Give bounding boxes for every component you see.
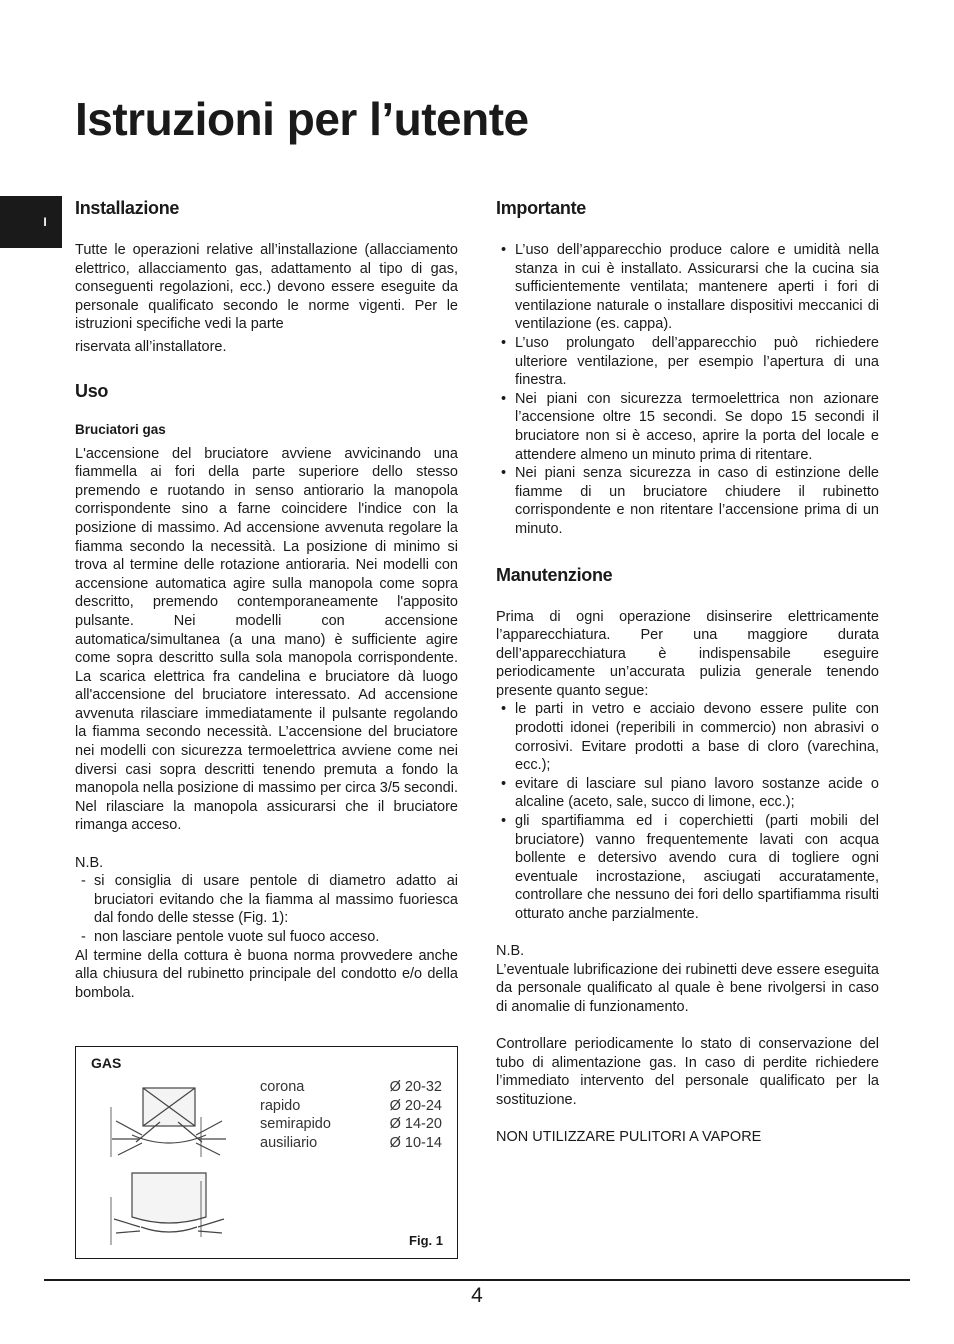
list-item: • le parti in vetro e acciaio devono essere pulite con prodotti idonei (reperibili in commercio) non abrasivi o corrosivi. Evitare prodotti a base di cloro (varechina, ecc.); (496, 700, 879, 774)
burner-name: corona (260, 1079, 305, 1095)
page-title: Istruzioni per l’utente (75, 93, 529, 145)
figure-1-box (75, 1046, 458, 1259)
importante-heading: Importante (496, 198, 587, 218)
manutenzione-nb-text: L’eventuale lubrificazione dei rubinetti deve essere eseguita da personale qualificato al quale è bene rivolgersi in caso di anomalie di funzionamento. (496, 961, 879, 1015)
figure-gas-label: GAS (91, 1055, 122, 1071)
uso-nb-label: N.B. (75, 854, 104, 871)
burner-diameter: Ø 20-24 (389, 1097, 442, 1114)
manutenzione-check-text: Controllare periodicamente lo stato di conservazione del tubo di alimentazione gas. In caso di perdite richiedere l’immediato intervento del personale qualificato per la sostituzione. (496, 1036, 879, 1108)
table-row (260, 1115, 442, 1134)
manutenzione-nb-label: N.B. (496, 943, 525, 960)
burner-diameter: Ø 20-32 (389, 1079, 442, 1095)
table-row (260, 1097, 442, 1116)
burner-diameter: Ø 14-20 (389, 1116, 442, 1133)
table-row (260, 1134, 442, 1153)
burner-diagram (106, 1077, 256, 1247)
bruciatori-subheading: Bruciatori gas (75, 421, 166, 437)
right-column (496, 198, 879, 1147)
installazione-heading: Installazione (75, 198, 180, 218)
list-item: - si consiglia di usare pentole di diametro adatto ai bruciatori evitando che la fiamma al massimo fuoriesca dal fondo delle stesse (Fig. 1): (75, 872, 458, 928)
list-item: • L’uso prolungato dell’apparecchio può richiedere ulteriore ventilazione, per esempio l’apertura di una finestra. (496, 334, 879, 390)
installazione-text-end: riservata all’installatore. (75, 338, 227, 355)
left-column (75, 198, 458, 1002)
burner-diameter: Ø 10-14 (389, 1134, 442, 1151)
figure-caption: Fig. 1 (409, 1233, 443, 1248)
language-tab: I (0, 196, 62, 248)
uso-text: L'accensione del bruciatore avviene avvicinando una fiammella ai fori della parte superiore dello stesso premendo e ruotando in senso antiorario la manopola corrispondente sino a farne coincidere l'indice con la posizione di massimo. Ad accensione avvenuta regolare la fiamma secondo la necessità. La posizione di minimo si trova al termine delle rotazione antioraria. Nei modelli con accensione automatica agire sulla manopola come sopra descritto, premendo contemporaneamente l'apposito pulsante. Nei modelli con accensione automatica/simultanea (a una mano) è sufficiente agire come sopra descritto sulla sola manopola corrispondente. La scarica elettrica fra candelina e bruciatore dà luogo all'accensione del bruciatore interessato. Ad accensione avvenuta rilasciare immediatamente il pulsante regolando la fiamma secondo necessità. L’accensione del bruciatore nei modelli con sicurezza termoelettrica avviene come nei diversi casi sopra descritti tenendo premuta a fondo la manopola nella posizione di massimo per circa 3/5 secondi. Nel rilasciare la manopola assicurarsi che il bruciatore rimanga acceso. (75, 445, 458, 834)
uso-nb-list (75, 872, 458, 946)
manutenzione-intro: Prima di ogni operazione disinserire elettricamente l’apparecchiatura. Per una maggiore durata dell’apparecchiatura è indispensabile eseguire periodicamente un’accurata pulizia generale tenendo presente quanto segue: (496, 608, 879, 699)
manutenzione-heading: Manutenzione (496, 564, 613, 585)
importante-list (496, 241, 879, 539)
list-item: • Nei piani con sicurezza termoelettrica non azionare l’accensione oltre 15 secondi. Se dopo 15 secondi il bruciatore non si è acceso, aprire la porta del locale e attendere almeno un minuto prima di ritentare. (496, 390, 879, 464)
table-row (260, 1078, 442, 1097)
burner-name: semirapido (260, 1116, 331, 1133)
list-item: • gli spartifiamma ed i coperchietti (parti mobili del bruciatore) vanno frequentemente lavati con acqua bollente e detersivo avendo cura di togliere ogni eventuale incrostazione, asciugati accuratamente, controllare che nessuno dei fori dello spartifiamma risulti otturato anche parzialmente. (496, 812, 879, 924)
burner-name: rapido (260, 1097, 301, 1114)
installazione-text: Tutte le operazioni relative all’installazione (allacciamento elettrico, allacciamento gas, adattamento al tipo di gas, conseguenti regolazioni, ecc.) devono essere eseguite da personale qualificato secondo le norme vigenti. Per le istruzioni specifiche vedi la parte (75, 242, 458, 333)
burner-name: ausiliario (260, 1134, 318, 1151)
footer-divider (44, 1279, 910, 1281)
uso-closing: Al termine della cottura è buona norma provvedere anche alla chiusura del rubinetto principale del condotto e/o della bombola. (75, 947, 458, 1001)
uso-heading: Uso (75, 380, 109, 401)
list-item: • evitare di lasciare sul piano lavoro sostanze acide o alcaline (aceto, sale, succo di limone, ecc.); (496, 775, 879, 812)
list-item: • L’uso dell’apparecchio produce calore e umidità nella stanza in cui è installato. Assicurarsi che la cucina sia sufficientemente ventilata; mantenere aperti i fori di ventilazione naturale o installare dispositivi meccanici di ventilazione (es. cappa). (496, 241, 879, 334)
pot-correct-size (132, 1173, 206, 1223)
burner-size-table (260, 1078, 442, 1152)
page-number: 4 (471, 1284, 483, 1307)
manutenzione-list (496, 700, 879, 923)
steam-cleaner-warning: NON UTILIZZARE PULITORI A VAPORE (496, 1129, 762, 1146)
list-item: • Nei piani senza sicurezza in caso di estinzione delle fiamme di un bruciatore chiudere il rubinetto corrispondente e non ritentare l’accensione prima di un minuto. (496, 464, 879, 538)
list-item: - non lasciare pentole vuote sul fuoco acceso. (75, 928, 458, 947)
